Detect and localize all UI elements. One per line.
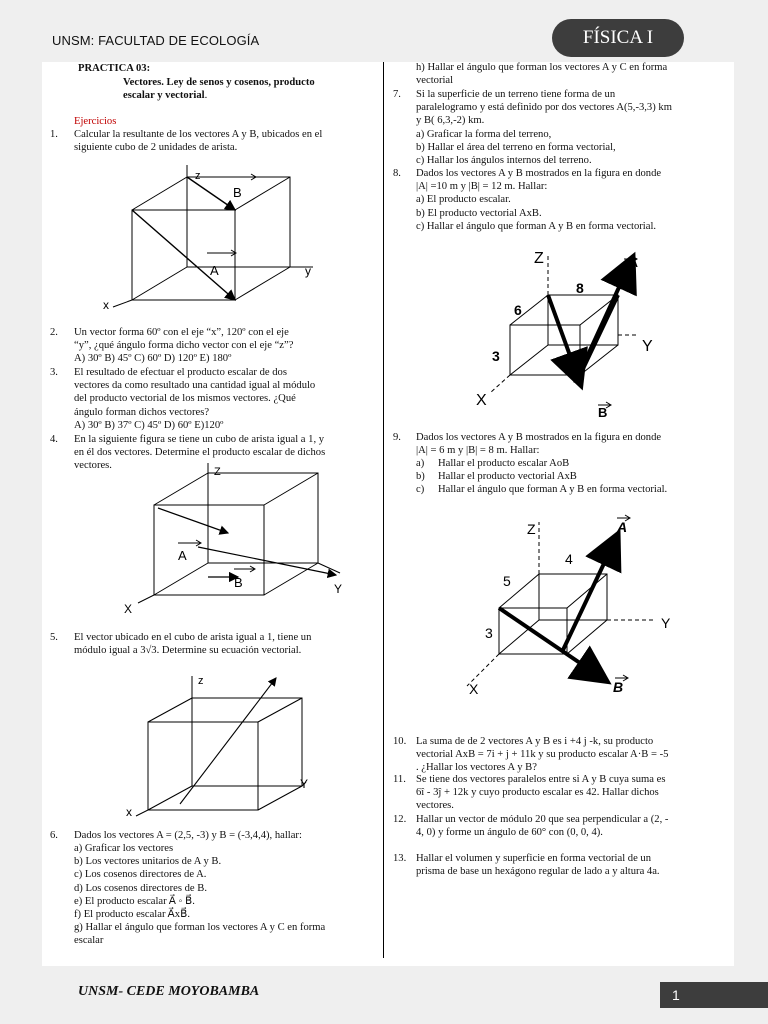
axis-y-label: Y [661, 615, 671, 631]
question-number: 12. [393, 814, 407, 825]
question-5: El vector ubicado en el cubo de arista igual a 1, tiene un módulo igual a 3√3. Determine su ecuación vectorial. [74, 632, 312, 657]
question-number: 7. [393, 89, 401, 100]
figure-cube-5 [120, 672, 320, 820]
question-12: Hallar un vector de módulo 20 que sea perpendicular a (2, - 4, 0) y forme un ángulo de 60° con (0, 0, 4). [416, 814, 669, 839]
figure-cube-1 [95, 165, 325, 315]
question-number: 4. [50, 434, 58, 445]
course-badge: FÍSICA I [552, 19, 684, 57]
question-9: Dados los vectores A y B mostrados en la figura en donde |A| = 6 m y |B| = 8 m. Hallar: [416, 432, 662, 457]
question-3: El resultado de efectuar el producto escalar de dos vectores da como resultado una cantidad igual al módulo del producto vectorial de los mismos vectores. ¿Qué ángulo forman dichos vectores? A) 30º B) 37º C) 45º D) 60º E)120º [74, 367, 316, 431]
question-8: Dados los vectores A y B mostrados en la figura en donde |A| =10 m y |B| = 12 m. Hallar: a) El producto escalar. b) El producto vectorial AxB. c) Hallar el ángulo que forman A y B en forma vectorial. [416, 168, 662, 232]
figure-cube-4 [118, 463, 358, 618]
question-number: 1. [50, 129, 58, 140]
question-number: 10. [393, 736, 407, 747]
page-number-box [660, 982, 768, 1008]
question-number: 2. [50, 327, 58, 338]
question-7: Si la superficie de un terreno tiene forma de un paralelogramo y está definido por dos vectores A(5,-3,3) km y B( 6,3,-2) km. a) Graficar la forma del terreno, b) Hallar el área del terreno en forma vectorial, c) Hallar los ángulos internos del terreno. [416, 89, 672, 167]
axis-z-label: z [198, 675, 204, 687]
dimension-label: 3 [485, 625, 493, 641]
dimension-label: 6 [514, 302, 522, 318]
question-number: 11. [393, 774, 406, 785]
axis-y-label: Y [334, 582, 343, 596]
question-11: Se tiene dos vectores paralelos entre si A y B cuya suma es 6î - 3ĵ + 12k y cuyo producto escalar es 42. Hallar dichos vectores. [416, 774, 666, 812]
axis-x-label: X [469, 681, 479, 697]
vector-a-label: A [178, 548, 187, 563]
question-6-part-h: h) Hallar el ángulo que forman los vectores A y C en forma vectorial [416, 62, 668, 87]
footer-campus: UNSM- CEDE MOYOBAMBA [78, 984, 260, 999]
vector-b-label: B [233, 185, 242, 200]
question-13: Hallar el volumen y superficie en forma vectorial de un prisma de base un hexágono regular de lado a y altura 4a. [416, 853, 660, 878]
column-divider [383, 62, 384, 958]
axis-z-label: Z [534, 250, 544, 267]
question-number: 6. [50, 830, 58, 841]
dimension-label: 5 [503, 573, 511, 589]
axis-z-label: z [195, 170, 201, 182]
question-4: En la siguiente figura se tiene un cubo de arista igual a 1, y en él dos vectores. Determine el producto escalar de dichos vectores. [74, 434, 326, 472]
axis-x-label: x [126, 805, 132, 819]
figure-vectors-9 [455, 512, 675, 697]
part-marker: c) [416, 484, 425, 496]
page-number: 1 [672, 987, 680, 1003]
figure-vectors-8 [470, 245, 670, 425]
vector-b-label: B [234, 575, 243, 590]
dimension-label: 3 [492, 348, 500, 364]
axis-x-label: X [124, 602, 133, 616]
practice-topic: Vectores. Ley de senos y cosenos, producto escalar y vectorial. [123, 77, 315, 102]
dimension-label: 4 [565, 551, 573, 567]
vector-a-label: A [210, 263, 219, 278]
question-10: La suma de de 2 vectores A y B es i +4 j -k, su producto vectorial AxB = 7i + j + 11k y su producto escalar A·B = -5 . ¿Hallar los vectores A y B? [416, 736, 669, 774]
axis-y-label: Y [642, 338, 653, 355]
dimension-label: 8 [576, 280, 584, 296]
question-number: 5. [50, 632, 58, 643]
question-6-parts: a) Graficar los vectores b) Los vectores unitarios de A y B. c) Los cosenos directores de A. d) Los cosenos directores de B. e) El producto escalar A⃗ ◦ B⃗. f) El producto escalar A⃗xB⃗. g) Hallar el ángulo que forman los vectores A y C en forma escalar [74, 843, 326, 947]
question-1: Calcular la resultante de los vectores A y B, ubicados en el siguiente cubo de 2 unidades de arista. [74, 129, 323, 154]
part-marker: b) [416, 471, 425, 483]
question-number: 9. [393, 432, 401, 443]
vector-a-label: A [630, 258, 638, 270]
question-number: 3. [50, 367, 58, 378]
practice-title: PRACTICA 03: [78, 63, 151, 74]
axis-y-label: Y [300, 777, 309, 791]
institution-header: UNSM: FACULTAD DE ECOLOGÍA [52, 33, 260, 48]
question-number: 13. [393, 853, 407, 864]
vector-b-label: B [598, 405, 608, 420]
part-marker: a) [416, 458, 425, 469]
axis-y-label: y [305, 264, 311, 278]
axis-z-label: Z [214, 466, 221, 478]
axis-z-label: Z [527, 521, 536, 537]
question-2: Un vector forma 60º con el eje “x”, 120º con el eje “y”, ¿qué ángulo forma dicho vector con el eje “z”? A) 30º B) 45º C) 60º D) 120º E) 180º [74, 327, 294, 365]
vector-a-label: A [617, 519, 628, 535]
axis-x-label: x [103, 298, 109, 312]
question-6: Dados los vectores A = (2,5, -3) y B = (-3,4,4), hallar: [74, 830, 302, 841]
vector-b-label: B [613, 679, 624, 695]
exercises-label: Ejercicios [74, 116, 117, 127]
axis-x-label: X [476, 392, 487, 409]
question-number: 8. [393, 168, 401, 179]
question-9-parts: Hallar el producto escalar AoB Hallar el producto vectorial AxB Hallar el ángulo que forman A y B en forma vectorial. [438, 458, 668, 496]
